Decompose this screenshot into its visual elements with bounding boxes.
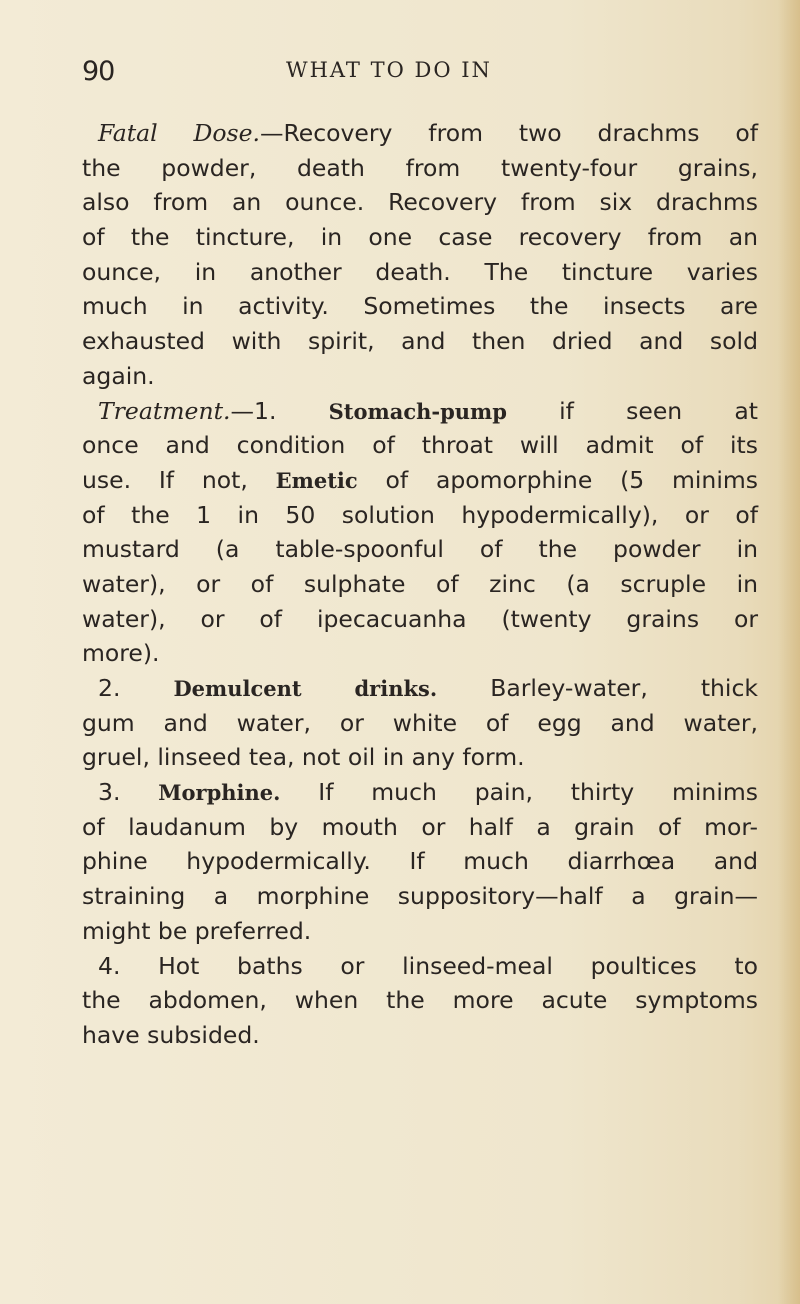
text-line: Treatment.—1. Stomach-pump if seen at [98,396,758,425]
stomach-pump-term: Stomach-pump [328,398,507,424]
treatment-heading: Treatment. [98,396,231,425]
demulcent-drinks-term: Demulcent drinks. [173,676,438,701]
text-line: ounce, in another death. The tincture varies [82,257,758,286]
text-line: of the tincture, in one case recovery from an [82,223,758,252]
running-head: WHAT TO DO IN [286,58,492,82]
text-line: once and condition of throat will admit of its [82,431,758,460]
page-number: 90 [82,56,115,87]
text-line: 4. Hot baths or linseed-meal poultices to [98,951,758,980]
text-line: more). [82,639,160,668]
text-line: of the 1 in 50 solution hypodermically), or of [82,500,758,529]
text-line: the abdomen, when the more acute symptoms [82,986,758,1015]
text-line: phine hypodermically. If much diarrhœa and [82,847,758,876]
text-line: use. If not, Emetic of apomorphine (5 minims [82,465,758,494]
text-line: 2. Demulcent drinks. Barley-water, thick [98,674,758,702]
text-line: straining a morphine suppository—half a grain— [82,882,758,911]
text-line: exhausted with spirit, and then dried and sold [82,327,758,356]
text-line: have subsided. [82,1020,260,1049]
text-line: 3. Morphine. If much pain, thirty minims [98,778,758,807]
text-line: of laudanum by mouth or half a grain of mor- [82,812,758,841]
fatal-dose-heading: Fatal Dose. [98,119,260,147]
text-line: also from an ounce. Recovery from six drachms [82,188,758,217]
text-line: water), or of ipecacuanha (twenty grains or [82,604,758,633]
emetic-term: Emetic [275,467,358,493]
text-line: water), or of sulphate of zinc (a scruple in [82,569,758,598]
text-line: mustard (a table-spoonful of the powder in [82,535,758,564]
text-line: gruel, linseed tea, not oil in any form. [82,743,525,772]
text-line: gum and water, or white of egg and water, [82,708,758,737]
text-line: the powder, death from twenty-four grains, [82,153,758,182]
text-line: Fatal Dose.—Recovery from two drachms of [98,119,758,147]
body-text [82,116,758,1053]
morphine-term: Morphine. [158,780,281,806]
page-edge-stain [778,0,800,1304]
page-header [82,56,742,92]
text-line: again. [82,361,155,390]
text-line: might be preferred. [82,916,312,945]
text-line: much in activity. Sometimes the insects are [82,292,758,321]
